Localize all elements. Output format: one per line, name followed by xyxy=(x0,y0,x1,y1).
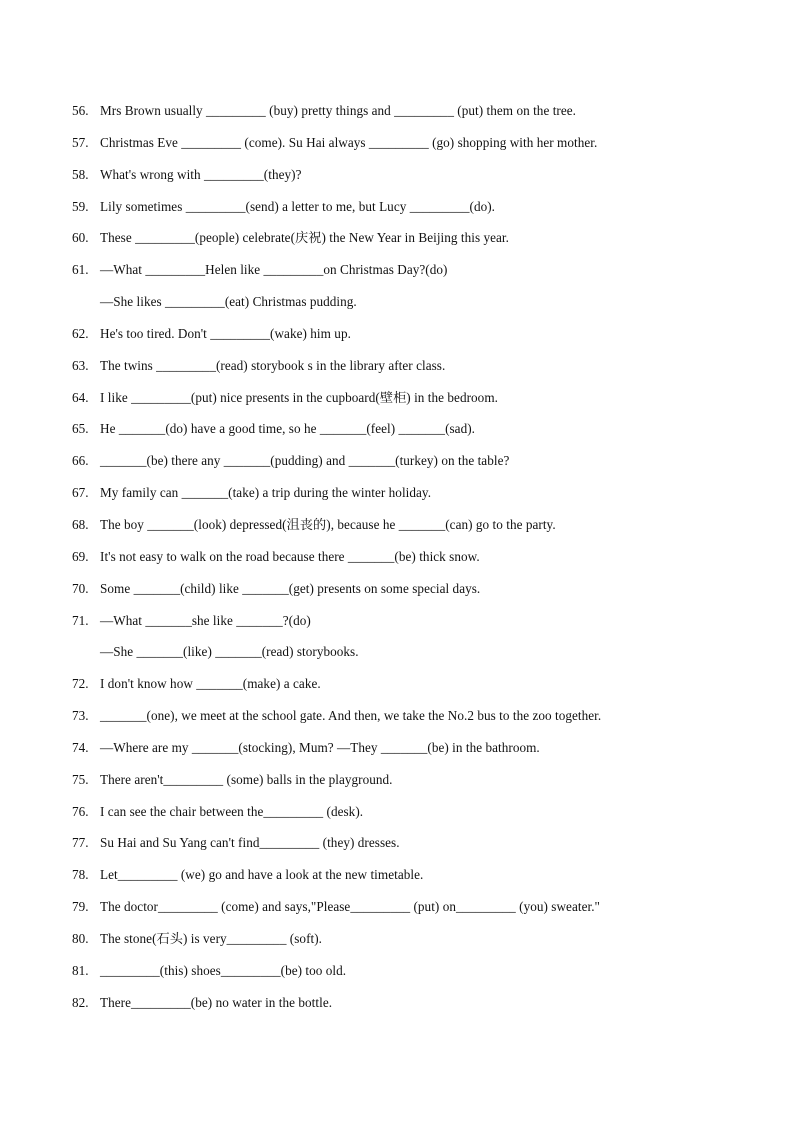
list-item xyxy=(0,832,794,864)
list-item xyxy=(0,673,794,705)
item-text: These _________(people) celebrate(庆祝) the New Year in Beijing this year. xyxy=(100,230,509,246)
item-text: There_________(be) no water in the bottle. xyxy=(100,994,333,1010)
item-number: 76. xyxy=(72,803,89,819)
item-number: 73. xyxy=(72,708,89,724)
item-number: 61. xyxy=(72,262,89,278)
item-text: What's wrong with _________(they)? xyxy=(100,166,302,182)
item-text: Let_________ (we) go and have a look at the new timetable. xyxy=(100,867,424,883)
list-item xyxy=(0,705,794,737)
list-item xyxy=(0,323,794,355)
item-text: _______(be) there any _______(pudding) and _______(turkey) on the table? xyxy=(100,453,510,469)
item-number: 64. xyxy=(72,389,89,405)
item-text: —What _______she like _______?(do) xyxy=(100,612,311,628)
item-number: 60. xyxy=(72,230,89,246)
item-text: —She _______(like) _______(read) storybooks. xyxy=(100,644,359,660)
list-item xyxy=(0,928,794,960)
exercise-list xyxy=(0,100,794,1023)
item-text: I can see the chair between the_________ (desk). xyxy=(100,803,364,819)
list-item xyxy=(0,960,794,992)
list-item xyxy=(0,196,794,228)
item-number: 71. xyxy=(72,612,89,628)
item-text: My family can _______(take) a trip during the winter holiday. xyxy=(100,485,432,501)
item-number: 57. xyxy=(72,134,89,150)
item-text: Mrs Brown usually _________ (buy) pretty things and _________ (put) them on the tree. xyxy=(100,103,577,118)
item-number: 81. xyxy=(72,962,89,978)
list-item xyxy=(0,864,794,896)
item-text: —Where are my _______(stocking), Mum? —They _______(be) in the bathroom. xyxy=(100,739,540,755)
item-number: 82. xyxy=(72,994,89,1010)
item-number: 65. xyxy=(72,421,89,437)
list-item xyxy=(0,100,794,132)
item-text: He's too tired. Don't _________(wake) him up. xyxy=(100,325,351,341)
item-text: Su Hai and Su Yang can't find_________ (they) dresses. xyxy=(100,835,400,851)
item-number: 56. xyxy=(72,103,89,118)
list-item xyxy=(0,387,794,419)
list-item xyxy=(0,450,794,482)
item-number: 69. xyxy=(72,548,89,564)
item-text: Some _______(child) like _______(get) presents on some special days. xyxy=(100,580,481,596)
item-text: The boy _______(look) depressed(沮丧的), because he _______(can) go to the party. xyxy=(100,516,556,532)
item-text: Lily sometimes _________(send) a letter to me, but Lucy _________(do). xyxy=(100,198,496,214)
list-item xyxy=(0,482,794,514)
item-text: Christmas Eve _________ (come). Su Hai always _________ (go) shopping with her mother. xyxy=(100,134,598,150)
item-number: 59. xyxy=(72,198,89,214)
item-text: The stone(石头) is very_________ (soft). xyxy=(100,930,323,946)
item-text: He _______(do) have a good time, so he _______(feel) _______(sad). xyxy=(100,421,476,437)
list-item xyxy=(0,578,794,610)
list-item xyxy=(0,514,794,546)
item-text: _________(this) shoes_________(be) too old. xyxy=(100,962,347,978)
item-text: I like _________(put) nice presents in the cupboard(壁柜) in the bedroom. xyxy=(100,389,498,405)
item-text: —She likes _________(eat) Christmas pudding. xyxy=(100,294,357,310)
item-text: There aren't_________ (some) balls in the playground. xyxy=(100,771,393,787)
list-item xyxy=(0,610,794,642)
list-item xyxy=(0,801,794,833)
list-item xyxy=(0,546,794,578)
list-item-continuation xyxy=(0,641,794,673)
list-item xyxy=(0,355,794,387)
list-item-continuation xyxy=(0,291,794,323)
item-text: I don't know how _______(make) a cake. xyxy=(100,676,321,692)
item-text: _______(one), we meet at the school gate. And then, we take the No.2 bus to the zoo together. xyxy=(100,708,602,724)
item-number: 79. xyxy=(72,899,89,915)
item-number: 80. xyxy=(72,930,89,946)
item-text: It's not easy to walk on the road because there _______(be) thick snow. xyxy=(100,548,480,564)
item-text: The twins _________(read) storybook s in the library after class. xyxy=(100,357,446,373)
list-item xyxy=(0,132,794,164)
list-item xyxy=(0,769,794,801)
item-text: The doctor_________ (come) and says,"Please_________ (put) on_________ (you) sweater." xyxy=(100,899,600,915)
item-number: 67. xyxy=(72,485,89,501)
list-item xyxy=(0,896,794,928)
list-item xyxy=(0,259,794,291)
item-number: 66. xyxy=(72,453,89,469)
item-text: —What _________Helen like _________on Christmas Day?(do) xyxy=(100,262,448,278)
list-item xyxy=(0,737,794,769)
item-number: 68. xyxy=(72,516,89,532)
item-number: 75. xyxy=(72,771,89,787)
list-item xyxy=(0,418,794,450)
item-number: 72. xyxy=(72,676,89,692)
item-number: 77. xyxy=(72,835,89,851)
item-number: 74. xyxy=(72,739,89,755)
item-number: 70. xyxy=(72,580,89,596)
item-number: 62. xyxy=(72,325,89,341)
item-number: 63. xyxy=(72,357,89,373)
list-item xyxy=(0,992,794,1024)
item-number: 78. xyxy=(72,867,89,883)
list-item xyxy=(0,227,794,259)
list-item xyxy=(0,164,794,196)
item-number: 58. xyxy=(72,166,89,182)
